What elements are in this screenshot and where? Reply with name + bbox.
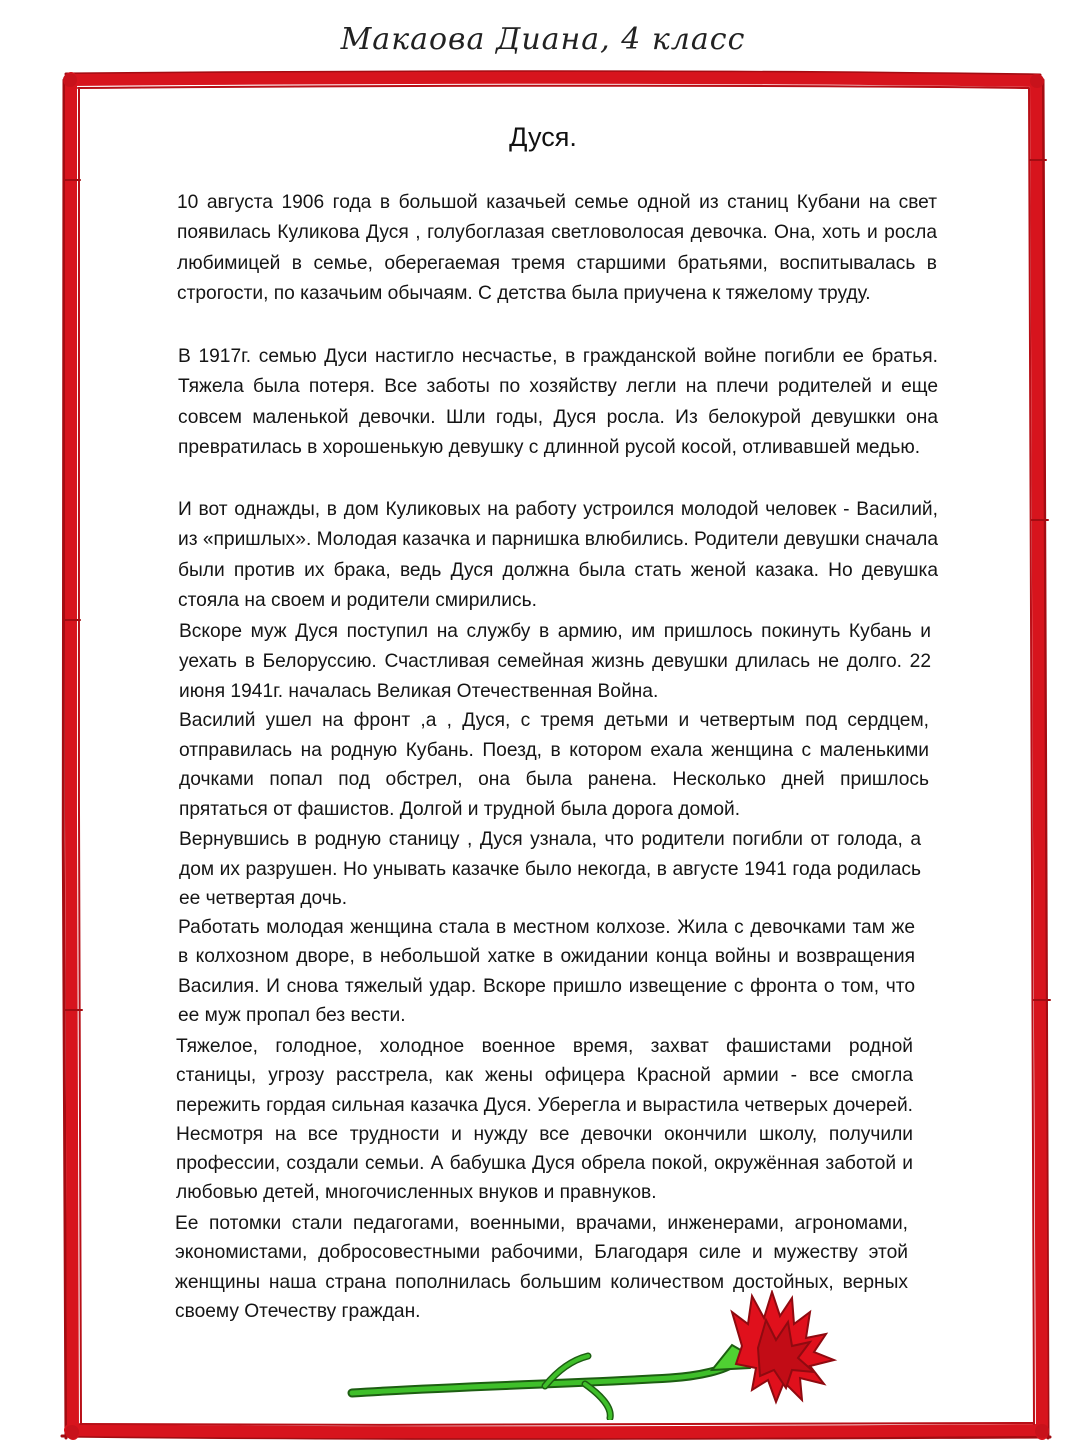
paragraph: В 1917г. семью Дуси настигло несчастье, в гражданской войне погибли ее братья. Тяжела была потеря. Все заботы по хозяйству легли на плечи родителей и еще совсем маленькой девочки. Шли годы, Дуся росла. Из белокурой девушкки она превратилась в хорошенькую девушку с длинной русой косой, отливавшей медью. <box>178 346 938 458</box>
author-signature: Макаова Диана, 4 класс <box>340 22 746 57</box>
paragraph: Вернувшись в родную станицу , Дуся узнала, что родители погибли от голода, а дом их разрушен. Но унывать казачке было некогда, в августе 1941 года родилась ее четвертая дочь. <box>179 829 921 910</box>
paragraph: Ее потомки стали педагогами, военными, врачами, инженерами, агрономами, экономистами, добросовестными рабочими, Благодаря силе и мужеству этой женщины наша страна пополнилась большим количеством достойных, верных своему Отечеству граждан. <box>175 1213 908 1322</box>
carnation-icon <box>340 1290 860 1420</box>
paragraph: Тяжелое, голодное, холодное военное время, захват фашистами родной станицы, угрозу расстрела, как жены офицера Красной армии - все смогла пережить гордая сильная казачка Дуся. Уберегла и вырастила четверых дочерей. Несмотря на все трудности и нужду все девочки окончили школу, получили профессии, создали семьи. А бабушка Дуся обрела покой, окружённая заботой и любовью детей, многочисленных внуков и правнуков. <box>176 1036 913 1204</box>
paragraph: И вот однажды, в дом Куликовых на работу устроился молодой человек - Василий, из «пришлых». Молодая казачка и парнишка влюбились. Родители девушки сначала были против их брака, ведь Дуся должна была стать женой казака. Но девушка стояла на своем и родители смирились. <box>178 499 938 611</box>
paragraph: Василий ушел на фронт ,а , Дуся, с тремя детьми и четвертым под сердцем, отправилась на родную Кубань. Поезд, в котором ехала женщина с маленькими дочками попал под обстрел, она была ранена. Несколько дней пришлось прятаться от фашистов. Долгой и трудной была дорога домой. <box>179 710 929 820</box>
paragraph: Вскоре муж Дуся поступил на службу в армию, им пришлось покинуть Кубань и уехать в Белоруссию. Счастливая семейная жизнь девушки длилась не долго. 22 июня 1941г. началась Великая Отечественная Война. <box>179 621 931 702</box>
paragraph: 10 августа 1906 года в большой казачьей семье одной из станиц Кубани на свет появилась Куликова Дуся , голубоглазая светловолосая девочка. Она, хоть и росла любимицей в семье, оберегаемая тремя старшими братьями, воспитывалась в строгости, по казачьим обычаям. С детства была приучена к тяжелому труду. <box>177 192 937 304</box>
document-title: Дуся. <box>509 122 577 152</box>
paragraph: Работать молодая женщина стала в местном колхозе. Жила с девочками там же в колхозном дворе, в небольшой хатке в ожидании конца войны и возвращения Василия. И снова тяжелый удар. Вскоре пришло извещение с фронта о том, что ее муж пропал без вести. <box>178 917 915 1026</box>
